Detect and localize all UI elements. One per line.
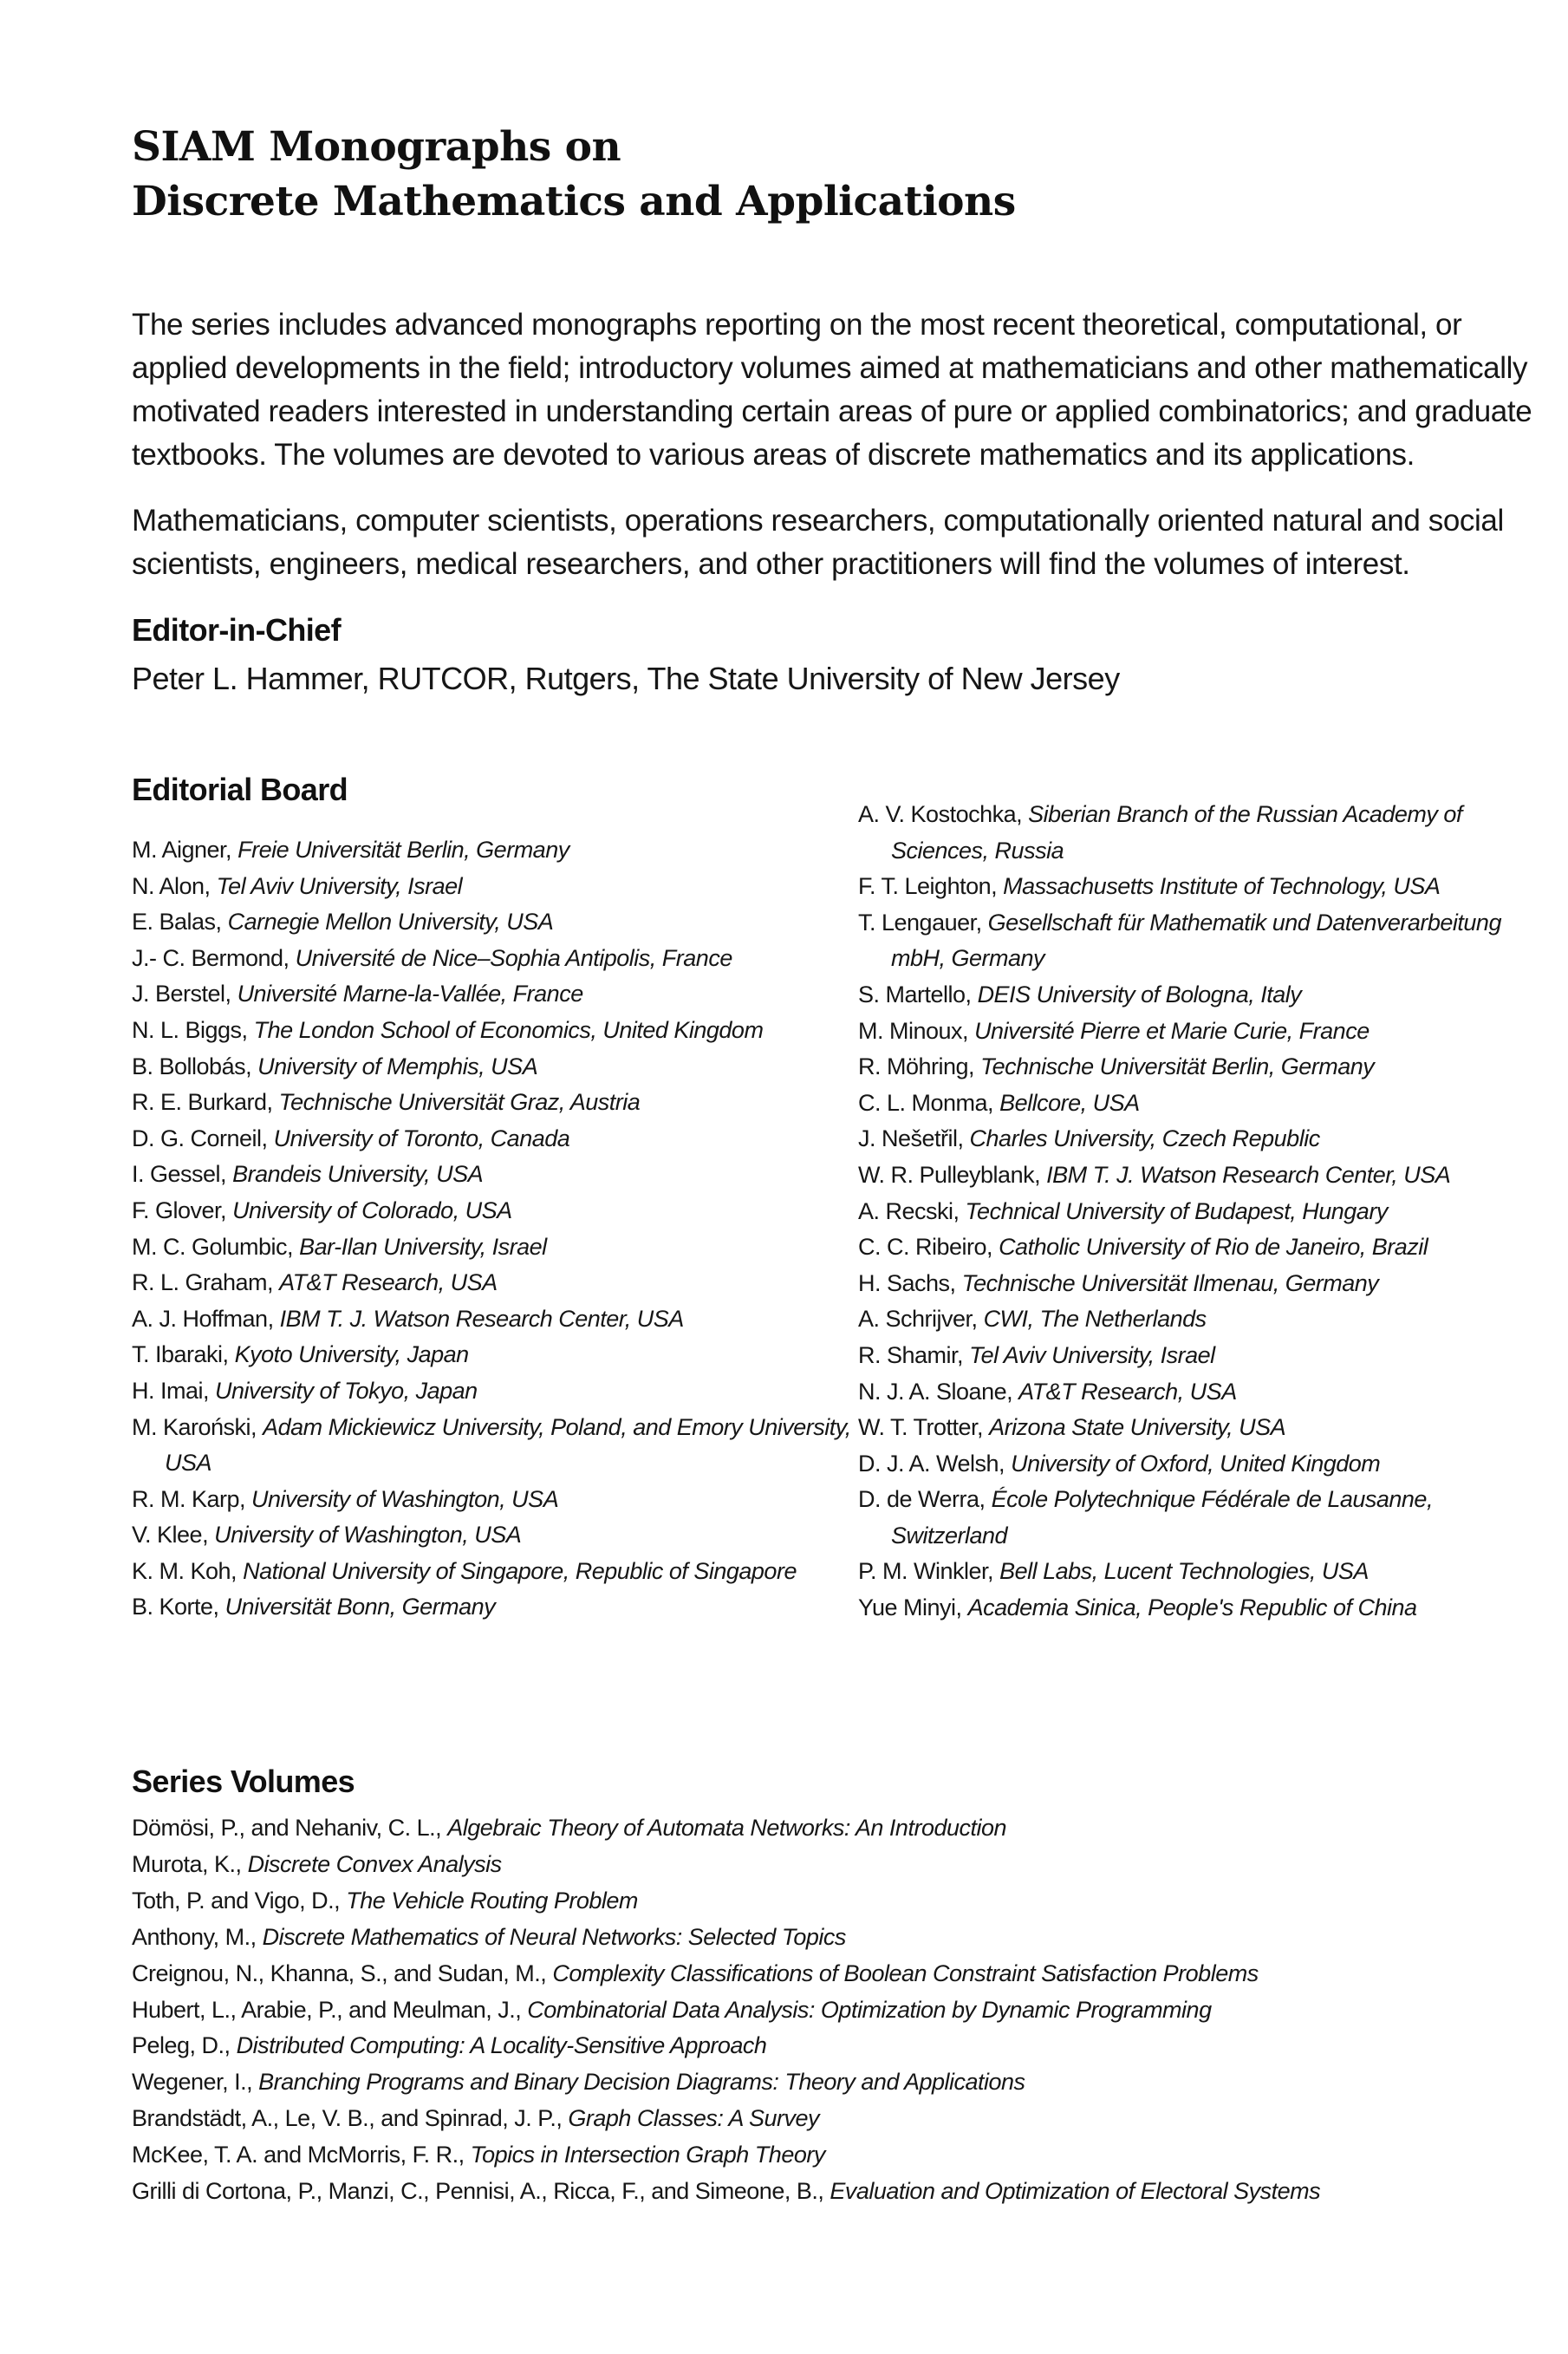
volume-entry xyxy=(132,2028,1553,2064)
board-member-name: J. Berstel, xyxy=(132,981,231,1007)
board-member xyxy=(132,1049,851,1086)
board-member-affiliation: Technical University of Budapest, Hungary xyxy=(965,1197,1388,1224)
volume-title: Distributed Computing: A Locality-Sensitive Approach xyxy=(236,2032,767,2059)
board-member xyxy=(132,976,851,1013)
volume-title: Topics in Intersection Graph Theory xyxy=(470,2142,825,2168)
board-member-affiliation: University of Oxford, United Kingdom xyxy=(1011,1450,1381,1477)
volume-authors: Murota, K., xyxy=(132,1850,242,1877)
board-member-name: P. M. Winkler, xyxy=(858,1558,994,1585)
board-member xyxy=(858,1266,1543,1302)
board-member-name: T. Ibaraki, xyxy=(132,1341,229,1368)
board-member-name: B. Bollobás, xyxy=(132,1053,252,1079)
board-member-name: M. Karoński, xyxy=(132,1413,257,1440)
board-member-name: M. Aigner, xyxy=(132,837,232,863)
board-member xyxy=(858,1590,1543,1627)
volume-authors: Toth, P. and Vigo, D., xyxy=(132,1887,341,1914)
series-title xyxy=(132,120,1016,229)
board-member xyxy=(132,1085,851,1121)
board-member xyxy=(132,1517,851,1554)
board-member xyxy=(858,1482,1543,1554)
board-member-name: F. T. Leighton, xyxy=(858,873,998,900)
volume-entry xyxy=(132,1992,1553,2029)
volume-title: Combinatorial Data Analysis: Optimization by Dynamic Programming xyxy=(527,1996,1212,2023)
board-member-affiliation: AT&T Research, USA xyxy=(279,1269,498,1296)
board-member-affiliation: University of Memphis, USA xyxy=(257,1053,538,1079)
board-member-name: C. C. Ribeiro, xyxy=(858,1234,993,1261)
series-title-line-2: Discrete Mathematics and Applications xyxy=(132,178,1016,225)
board-member-affiliation: Université Pierre et Marie Curie, France xyxy=(974,1017,1370,1044)
board-member-name: K. M. Koh, xyxy=(132,1557,237,1584)
board-member-name: N. J. A. Sloane, xyxy=(858,1378,1013,1405)
board-member xyxy=(858,797,1543,869)
board-member-name: J.- C. Bermond, xyxy=(132,944,290,971)
board-member-name: S. Martello, xyxy=(858,981,972,1007)
intro-paragraph-1: The series includes advanced monographs reporting on the most recent theoretical, computational, or applied developments in the field; introductory volumes aimed at mathematicians and other mathematically motivated readers interested in understanding certain areas of pure or applied combinatorics; and graduate textbooks. The volumes are devoted to various areas of discrete mathematics and its applications. xyxy=(132,308,1532,472)
board-member xyxy=(132,941,851,977)
board-member-affiliation: Technische Universität Graz, Austria xyxy=(278,1089,641,1116)
board-member-name: M. Minoux, xyxy=(858,1017,969,1044)
board-member-name: V. Klee, xyxy=(132,1522,209,1549)
board-member-name: R. Möhring, xyxy=(858,1053,975,1080)
board-member-name: W. R. Pulleyblank, xyxy=(858,1161,1041,1188)
editor-in-chief-heading: Editor-in-Chief xyxy=(132,612,341,648)
board-member-affiliation: Gesellschaft für Mathematik und Datenverarbeitung mbH, Germany xyxy=(891,909,1501,972)
board-member-affiliation: University of Colorado, USA xyxy=(232,1197,512,1223)
board-member-affiliation: École Polytechnique Fédérale de Lausanne, Switzerland xyxy=(891,1486,1433,1549)
volume-title: Algebraic Theory of Automata Networks: An Introduction xyxy=(447,1815,1007,1841)
volume-authors: McKee, T. A. and McMorris, F. R., xyxy=(132,2142,465,2168)
board-member-affiliation: Université Marne-la-Vallée, France xyxy=(237,981,583,1007)
board-member-affiliation: Adam Mickiewicz University, Poland, and Emory University, USA xyxy=(165,1413,851,1477)
editor-in-chief-name: Peter L. Hammer, RUTCOR, Rutgers, The State University of New Jersey xyxy=(132,661,1120,696)
volume-entry xyxy=(132,2101,1553,2137)
board-member-name: R. Shamir, xyxy=(858,1341,964,1368)
board-member-name: E. Balas, xyxy=(132,909,222,936)
volume-title: Graph Classes: A Survey xyxy=(568,2105,819,2132)
board-member xyxy=(132,1373,851,1410)
board-member xyxy=(132,1121,851,1157)
board-member-name: N. Alon, xyxy=(132,872,211,899)
board-member-affiliation: Freie Universität Berlin, Germany xyxy=(237,837,569,863)
board-member xyxy=(132,904,851,941)
board-member xyxy=(132,1589,851,1626)
volume-entry xyxy=(132,2174,1553,2210)
board-member xyxy=(858,869,1543,905)
board-member xyxy=(858,1049,1543,1086)
board-member-affiliation: CWI, The Netherlands xyxy=(983,1306,1207,1333)
editorial-board-left-column xyxy=(132,832,851,1626)
board-member xyxy=(858,1086,1543,1122)
volume-authors: Grilli di Cortona, P., Manzi, C., Pennisi, A., Ricca, F., and Simeone, B., xyxy=(132,2178,824,2205)
board-member-name: W. T. Trotter, xyxy=(858,1414,984,1441)
board-member-affiliation: Bell Labs, Lucent Technologies, USA xyxy=(999,1558,1369,1585)
series-volumes-list xyxy=(132,1810,1553,2210)
board-member-name: R. E. Burkard, xyxy=(132,1089,273,1116)
board-member xyxy=(858,1410,1543,1446)
volume-entry xyxy=(132,1956,1553,1992)
board-member-affiliation: Catholic University of Rio de Janeiro, Brazil xyxy=(999,1234,1428,1261)
board-member-affiliation: Bar-Ilan University, Israel xyxy=(299,1233,547,1260)
board-member-name: R. L. Graham, xyxy=(132,1269,274,1296)
board-member-affiliation: Massachusetts Institute of Technology, USA xyxy=(1003,873,1441,900)
board-member-affiliation: Brandeis University, USA xyxy=(232,1161,484,1188)
volume-authors: Brandstädt, A., Le, V. B., and Spinrad, J. P., xyxy=(132,2105,563,2132)
board-member-affiliation: University of Washington, USA xyxy=(251,1485,559,1512)
board-member-affiliation: Arizona State University, USA xyxy=(989,1414,1286,1441)
board-member-name: B. Korte, xyxy=(132,1594,219,1620)
board-member xyxy=(858,1157,1543,1194)
volume-title: Complexity Classifications of Boolean Constraint Satisfaction Problems xyxy=(552,1959,1259,1986)
board-member-affiliation: DEIS University of Bologna, Italy xyxy=(977,981,1302,1007)
board-member xyxy=(858,1554,1543,1590)
board-member xyxy=(132,832,851,869)
board-member-affiliation: Tel Aviv University, Israel xyxy=(969,1341,1215,1368)
board-member xyxy=(132,1301,851,1338)
board-member xyxy=(132,1482,851,1518)
board-member xyxy=(858,1014,1543,1050)
volume-title: Discrete Mathematics of Neural Networks: Selected Topics xyxy=(262,1923,846,1950)
board-member-name: H. Sachs, xyxy=(858,1269,956,1296)
board-member xyxy=(858,905,1543,977)
board-member xyxy=(858,1374,1543,1411)
board-member xyxy=(858,977,1543,1014)
board-member-name: Yue Minyi, xyxy=(858,1594,962,1621)
board-member-name: D. J. A. Welsh, xyxy=(858,1450,1005,1477)
board-member-name: M. C. Golumbic, xyxy=(132,1233,294,1260)
board-member-affiliation: National University of Singapore, Republic of Singapore xyxy=(243,1557,797,1584)
board-member-name: D. G. Corneil, xyxy=(132,1125,268,1151)
board-member-affiliation: University of Washington, USA xyxy=(214,1522,522,1549)
board-member xyxy=(132,1229,851,1266)
volume-entry xyxy=(132,2064,1553,2101)
board-member xyxy=(858,1121,1543,1157)
series-title-line-1: SIAM Monographs on xyxy=(132,123,621,171)
board-member xyxy=(132,1013,851,1049)
series-volumes-heading: Series Volumes xyxy=(132,1764,355,1799)
board-member xyxy=(858,1338,1543,1374)
board-member-affiliation: AT&T Research, USA xyxy=(1018,1378,1237,1405)
board-member xyxy=(132,1337,851,1373)
board-member xyxy=(858,1229,1543,1266)
volume-authors: Dömösi, P., and Nehaniv, C. L., xyxy=(132,1815,442,1841)
board-member-affiliation: Technische Universität Ilmenau, Germany xyxy=(961,1269,1379,1296)
volume-authors: Wegener, I., xyxy=(132,2069,253,2096)
volume-authors: Anthony, M., xyxy=(132,1923,257,1950)
board-member-affiliation: IBM T. J. Watson Research Center, USA xyxy=(1046,1161,1451,1188)
volume-entry xyxy=(132,1920,1553,1956)
editorial-board-heading: Editorial Board xyxy=(132,772,348,807)
board-member-affiliation: Academia Sinica, People's Republic of China xyxy=(967,1594,1417,1621)
volume-authors: Peleg, D., xyxy=(132,2032,231,2059)
board-member-name: F. Glover, xyxy=(132,1197,227,1223)
board-member-affiliation: Charles University, Czech Republic xyxy=(969,1125,1320,1152)
board-member-name: D. de Werra, xyxy=(858,1486,986,1513)
volume-title: Branching Programs and Binary Decision Diagrams: Theory and Applications xyxy=(258,2069,1025,2096)
board-member-affiliation: University of Tokyo, Japan xyxy=(215,1377,478,1404)
board-member-affiliation: The London School of Economics, United Kingdom xyxy=(253,1016,764,1043)
board-member-name: A. J. Hoffman, xyxy=(132,1305,274,1332)
board-member-affiliation: Technische Universität Berlin, Germany xyxy=(980,1053,1375,1080)
board-member-name: R. M. Karp, xyxy=(132,1485,246,1512)
board-member xyxy=(858,1301,1543,1338)
board-member-name: I. Gessel, xyxy=(132,1161,227,1188)
board-member-affiliation: Carnegie Mellon University, USA xyxy=(227,909,554,936)
board-member xyxy=(132,1193,851,1229)
editorial-board-right-column xyxy=(858,797,1543,1627)
board-member-name: T. Lengauer, xyxy=(858,909,982,936)
board-member-name: H. Imai, xyxy=(132,1377,210,1404)
board-member xyxy=(858,1194,1543,1230)
board-member-affiliation: University of Toronto, Canada xyxy=(273,1125,570,1151)
volume-authors: Hubert, L., Arabie, P., and Meulman, J., xyxy=(132,1996,522,2023)
board-member xyxy=(132,869,851,905)
volume-title: Discrete Convex Analysis xyxy=(247,1850,502,1877)
board-member-name: A. Schrijver, xyxy=(858,1306,978,1333)
board-member xyxy=(858,1446,1543,1483)
board-member-affiliation: Universität Bonn, Germany xyxy=(224,1594,496,1620)
board-member xyxy=(132,1265,851,1301)
volume-entry xyxy=(132,2137,1553,2174)
volume-entry xyxy=(132,1883,1553,1920)
board-member-affiliation: Bellcore, USA xyxy=(999,1089,1140,1116)
board-member-affiliation: Siberian Branch of the Russian Academy of Sciences, Russia xyxy=(891,801,1462,864)
board-member-affiliation: IBM T. J. Watson Research Center, USA xyxy=(279,1305,684,1332)
board-member-affiliation: Kyoto University, Japan xyxy=(234,1341,469,1368)
board-member-name: A. Recski, xyxy=(858,1197,960,1224)
board-member xyxy=(132,1157,851,1193)
volume-entry xyxy=(132,1810,1553,1847)
board-member-name: J. Nešetřil, xyxy=(858,1125,964,1152)
board-member xyxy=(132,1410,851,1482)
board-member-name: N. L. Biggs, xyxy=(132,1016,248,1043)
board-member xyxy=(132,1554,851,1590)
intro-paragraph-2: Mathematicians, computer scientists, operations researchers, computationally oriented natural and social scientists, engineers, medical researchers, and other practitioners will find the volumes of interest. xyxy=(132,504,1504,581)
board-member-affiliation: Tel Aviv University, Israel xyxy=(216,872,463,899)
board-member-name: A. V. Kostochka, xyxy=(858,801,1023,827)
board-member-affiliation: Université de Nice–Sophia Antipolis, France xyxy=(295,944,732,971)
volume-title: Evaluation and Optimization of Electoral Systems xyxy=(830,2178,1321,2205)
volume-entry xyxy=(132,1847,1553,1883)
volume-title: The Vehicle Routing Problem xyxy=(346,1887,638,1914)
volume-authors: Creignou, N., Khanna, S., and Sudan, M., xyxy=(132,1959,547,1986)
board-member-name: C. L. Monma, xyxy=(858,1089,994,1116)
